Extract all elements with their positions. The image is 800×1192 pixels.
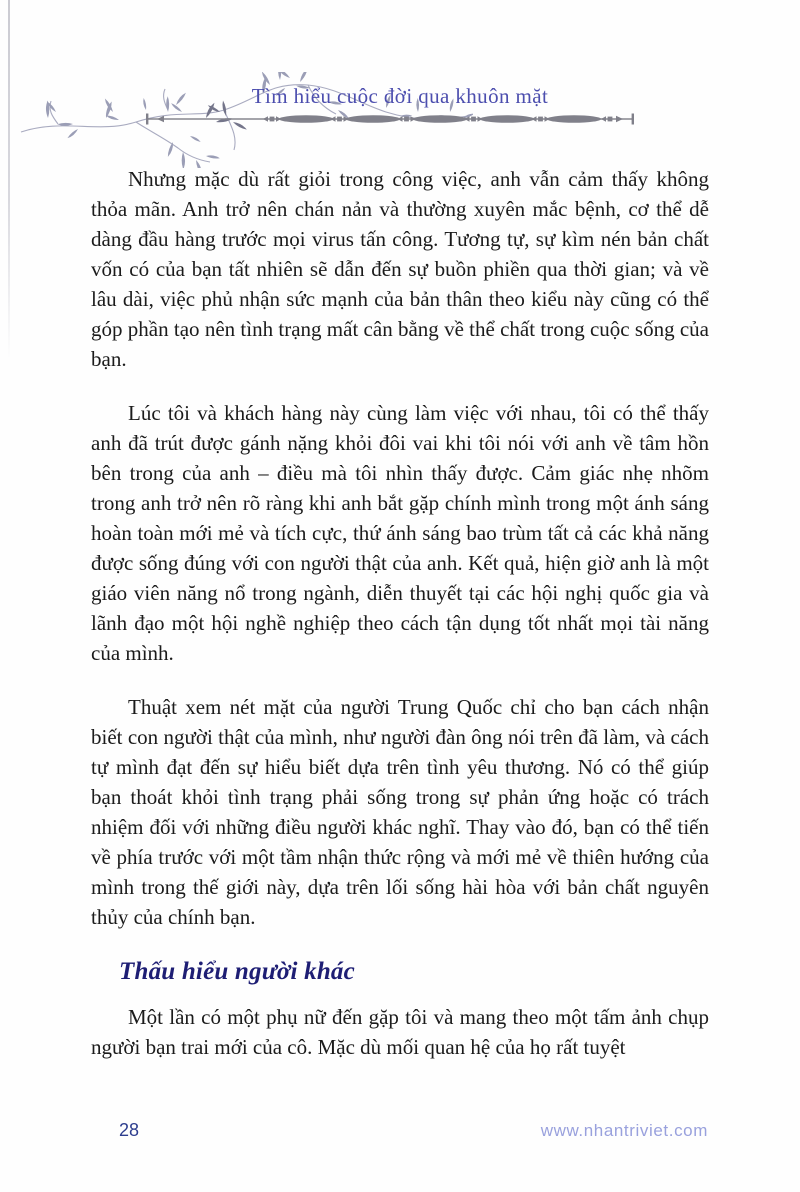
paragraph-3: Thuật xem nét mặt của người Trung Quốc chỉ cho bạn cách nhận biết con người thật của mình, như người đàn ông nói trên đã làm, và cách tự mình đạt đến sự hiểu biết dựa trên tình yêu thương. Nó có thể giúp bạn thoát khỏi tình trạng phải sống trong sự phản ứng hoặc có trách nhiệm đối với những điều người khác nghĩ. Thay vào đó, bạn có thể tiến về phía trước với một tầm nhận thức rộng và mới mẻ về thiên hướng của mình trong thế giới này, dựa trên lối sống hài hòa với bản chất nguyên thủy của chính bạn. [91, 695, 709, 929]
page-number: 28 [119, 1120, 140, 1140]
running-head-title: Tìm hiểu cuộc đời qua khuôn mặt [251, 84, 549, 108]
ornamental-rule-icon [146, 110, 634, 128]
paragraph-1: Nhưng mặc dù rất giỏi trong công việc, anh vẫn cảm thấy không thỏa mãn. Anh trở nên chán nản và thường xuyên mắc bệnh, cơ thể dễ dàng đầu hàng trước mọi virus tấn công. Tương tự, sự kìm nén bản chất vốn có của bạn tất nhiên sẽ dẫn đến sự buồn phiền qua thời gian; và về lâu dài, việc phủ nhận sức mạnh của bản thân theo kiểu này cũng có thể góp phần tạo nên tình trạng mất cân bằng về thể chất trong cuộc sống của bạn. [91, 167, 709, 371]
paragraph-4: Một lần có một phụ nữ đến gặp tôi và mang theo một tấm ảnh chụp người bạn trai mới của cô. Mặc dù mối quan hệ của họ rất tuyệt [91, 1005, 709, 1059]
publisher-website: www.nhantriviet.com [540, 1121, 708, 1140]
section-heading: Thấu hiểu người khác [119, 958, 355, 985]
paragraph-2: Lúc tôi và khách hàng này cùng làm việc với nhau, tôi có thể thấy anh đã trút được gánh nặng khỏi đôi vai khi tôi nói với anh về tâm hồn bên trong của anh – điều mà tôi nhìn thấy được. Cảm giác nhẹ nhõm trong anh trở nên rõ ràng khi anh bắt gặp chính mình trong một ánh sáng hoàn toàn mới mẻ và tích cực, thứ ánh sáng bao trùm tất cả các khả năng được sống đúng với con người thật của anh. Kết quả, hiện giờ anh là một giáo viên năng nổ trong ngành, diễn thuyết tại các hội nghị quốc gia và lãnh đạo một hội nghề nghiệp theo cách tận dụng tốt nhất mọi tài năng của mình. [91, 401, 709, 665]
page-body [91, 164, 709, 1086]
page-edge-shadow [8, 0, 10, 360]
page-footer [91, 1120, 708, 1141]
